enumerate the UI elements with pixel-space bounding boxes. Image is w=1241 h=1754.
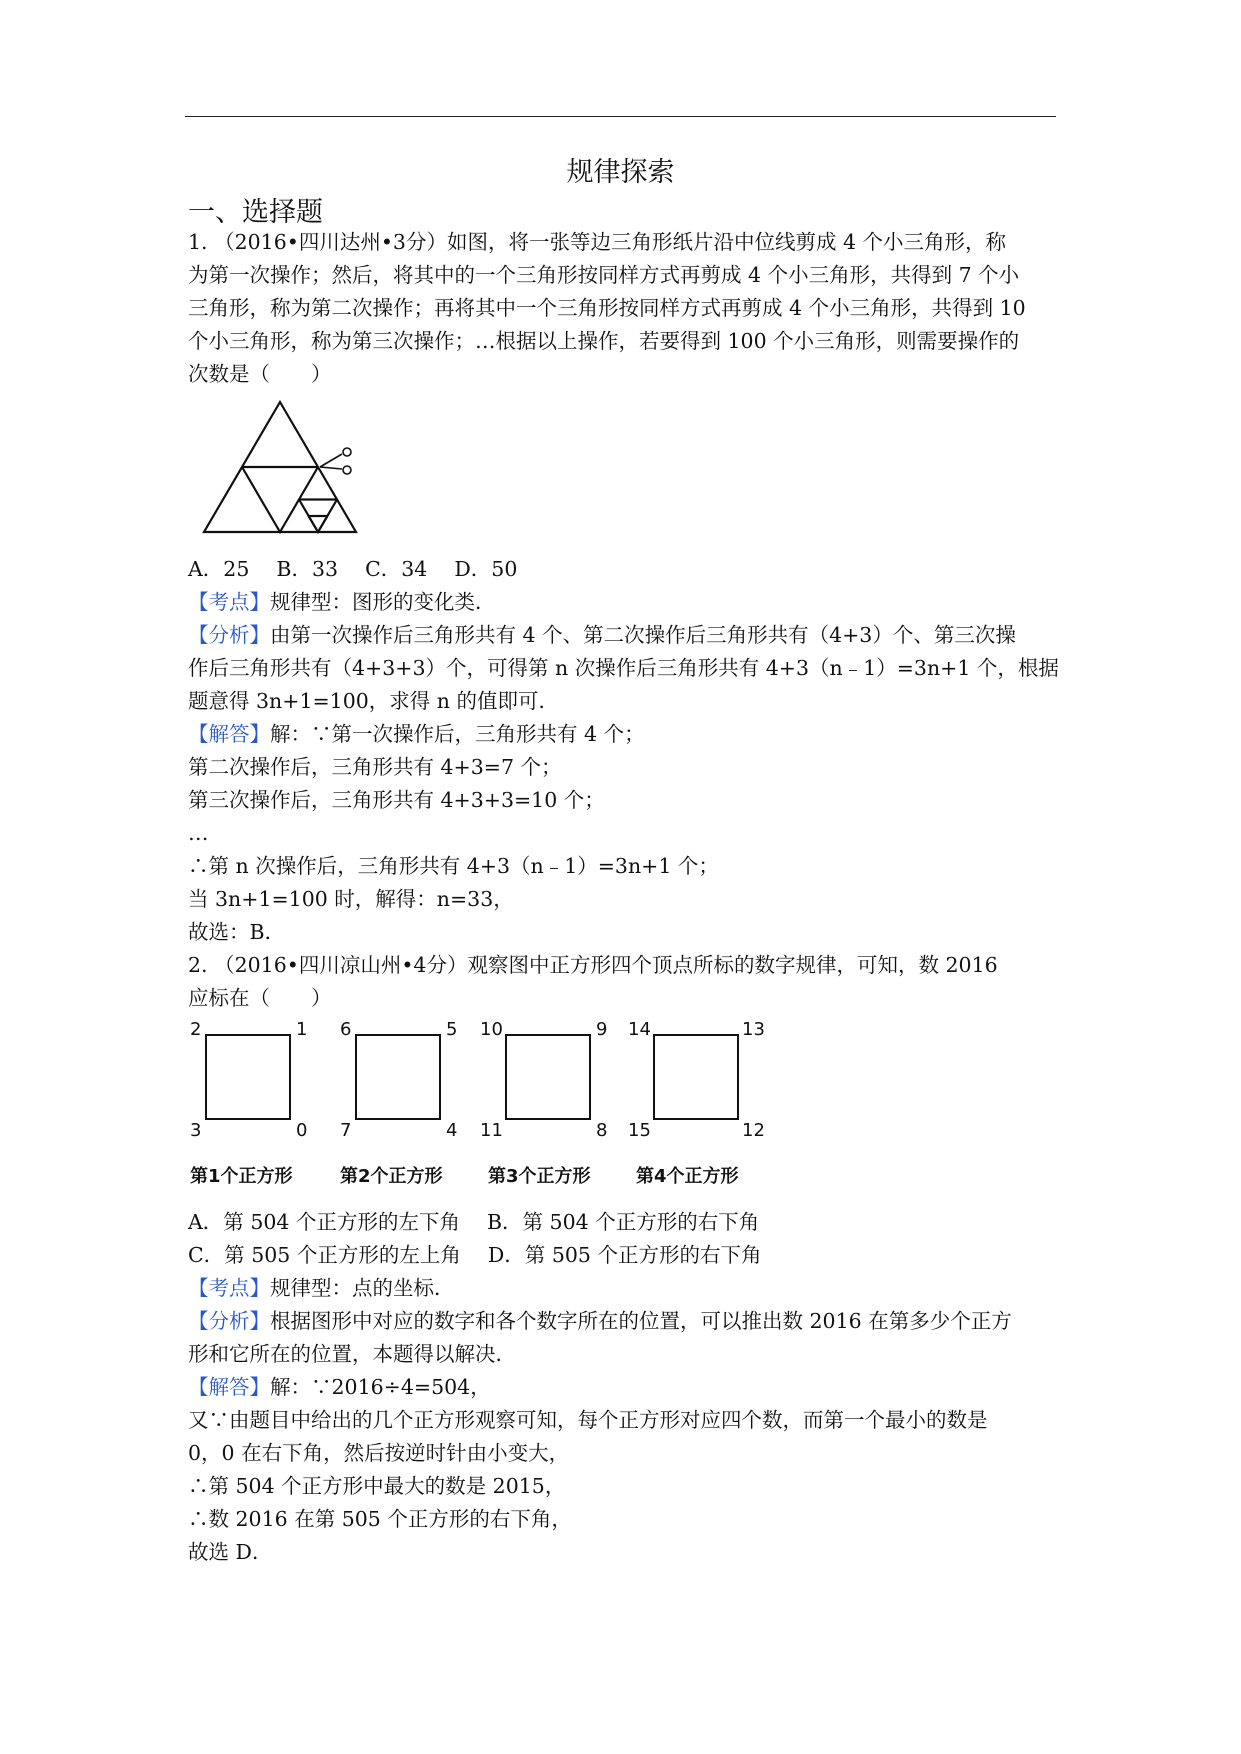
q2-jieda bbox=[188, 1373, 491, 1401]
q1-jieda-line: 当 3n+1=100 时，解得：n=33， bbox=[188, 887, 514, 911]
square-3 bbox=[506, 1035, 590, 1119]
q2-jieda-line: 0，0 在右下角，然后按逆时针由小变大， bbox=[188, 1441, 570, 1465]
q1-jieda-line: 第三次操作后，三角形共有 4+3+3=10 个； bbox=[188, 788, 605, 812]
square-3-caption: 第3个正方形 bbox=[488, 1166, 591, 1187]
kaodian-text: 规律型：图形的变化类． bbox=[270, 590, 496, 614]
q2-options-line: A．第 504 个正方形的左下角 B．第 504 个正方形的右下角 bbox=[188, 1210, 760, 1234]
scissors-icon bbox=[320, 448, 351, 474]
fenxi-tag: 【分析】 bbox=[188, 1309, 270, 1333]
kaodian-tag: 【考点】 bbox=[188, 590, 270, 614]
q1-jieda-line: 第二次操作后，三角形共有 4+3=7 个； bbox=[188, 755, 562, 779]
square-2 bbox=[356, 1035, 440, 1119]
q1-stem-line: 个小三角形，称为第三次操作；…根据以上操作，若要得到 100 个小三角形，则需要操作的 bbox=[188, 329, 1020, 353]
q2-squares-figure bbox=[186, 1018, 786, 1193]
square-4-caption: 第4个正方形 bbox=[636, 1166, 739, 1187]
kaodian-text: 规律型：点的坐标． bbox=[270, 1276, 455, 1300]
square-4-top-left: 14 bbox=[628, 1019, 651, 1040]
jieda-text: 解：∵2016÷4=504， bbox=[270, 1375, 491, 1399]
square-3-top-right: 9 bbox=[596, 1019, 608, 1040]
square-2-bottom-right: 4 bbox=[446, 1120, 458, 1141]
square-1-top-left: 2 bbox=[190, 1019, 202, 1040]
page-title: 规律探索 bbox=[566, 157, 675, 188]
q1-stem-line: 1. （2016•四川达州•3分）如图，将一张等边三角形纸片沿中位线剪成 4 个小三角形，称 bbox=[188, 230, 1007, 254]
q2-stem-line: 应标在（ ） bbox=[188, 986, 332, 1010]
square-3-bottom-left: 11 bbox=[480, 1120, 503, 1141]
section-heading: 一、选择题 bbox=[188, 197, 323, 228]
q1-fenxi bbox=[188, 621, 1016, 649]
header-rule bbox=[185, 116, 1056, 117]
jieda-tag: 【解答】 bbox=[188, 722, 270, 746]
q1-jieda bbox=[188, 720, 645, 748]
q2-jieda-line: ∴第 504 个正方形中最大的数是 2015， bbox=[188, 1474, 566, 1498]
q2-options-line: C．第 505 个正方形的左上角 D．第 505 个正方形的右下角 bbox=[188, 1243, 762, 1267]
square-4-top-right: 13 bbox=[742, 1019, 765, 1040]
q1-stem-line: 次数是（ ） bbox=[188, 362, 332, 386]
q2-fenxi-line: 形和它所在的位置，本题得以解决． bbox=[188, 1342, 516, 1366]
fenxi-text: 由第一次操作后三角形共有 4 个、第二次操作后三角形共有（4+3）个、第三次操 bbox=[270, 623, 1016, 647]
q2-jieda-line: 故选 D． bbox=[188, 1540, 273, 1564]
square-3-top-left: 10 bbox=[480, 1019, 503, 1040]
q1-jieda-line: ∴第 n 次操作后，三角形共有 4+3（n﹣1）=3n+1 个； bbox=[188, 854, 719, 878]
square-4-bottom-right: 12 bbox=[742, 1120, 765, 1141]
fenxi-text: 根据图形中对应的数字和各个数字所在的位置，可以推出数 2016 在第多少个正方 bbox=[270, 1309, 1012, 1333]
square-4 bbox=[654, 1035, 738, 1119]
q1-jieda-line: 故选：B． bbox=[188, 920, 286, 944]
square-1-bottom-right: 0 bbox=[296, 1120, 308, 1141]
q2-jieda-line: 又∵由题目中给出的几个正方形观察可知，每个正方形对应四个数，而第一个最小的数是 bbox=[188, 1408, 988, 1432]
square-2-bottom-left: 7 bbox=[340, 1120, 352, 1141]
square-2-top-left: 6 bbox=[340, 1019, 352, 1040]
third-cut bbox=[309, 516, 328, 532]
square-3-bottom-right: 8 bbox=[596, 1120, 608, 1141]
fenxi-tag: 【分析】 bbox=[188, 623, 270, 647]
square-4-bottom-left: 15 bbox=[628, 1120, 651, 1141]
q1-stem-line: 三角形，称为第二次操作；再将其中一个三角形按同样方式再剪成 4 个小三角形，共得到 10 bbox=[188, 296, 1026, 320]
q1-options: A．25 B．33 C．34 D．50 bbox=[188, 557, 518, 581]
square-1-bottom-left: 3 bbox=[190, 1120, 202, 1141]
q2-jieda-line: ∴数 2016 在第 505 个正方形的右下角， bbox=[188, 1507, 572, 1531]
q1-jieda-line: … bbox=[188, 821, 209, 845]
q2-kaodian bbox=[188, 1274, 455, 1302]
q1-triangle-figure bbox=[196, 398, 366, 538]
square-2-top-right: 5 bbox=[446, 1019, 458, 1040]
square-1-top-right: 1 bbox=[296, 1019, 308, 1040]
square-2-caption: 第2个正方形 bbox=[340, 1166, 443, 1187]
square-1 bbox=[206, 1035, 290, 1119]
jieda-text: 解：∵第一次操作后，三角形共有 4 个； bbox=[270, 722, 645, 746]
q2-stem-line: 2. （2016•四川凉山州•4分）观察图中正方形四个顶点所标的数字规律，可知，数 2016 bbox=[188, 953, 998, 977]
q1-kaodian bbox=[188, 588, 496, 616]
q1-stem-line: 为第一次操作；然后，将其中的一个三角形按同样方式再剪成 4 个小三角形，共得到 7 个小 bbox=[188, 263, 1020, 287]
q1-fenxi-line: 作后三角形共有（4+3+3）个，可得第 n 次操作后三角形共有 4+3（n﹣1）=3n+1 个，根据 bbox=[188, 656, 1059, 680]
jieda-tag: 【解答】 bbox=[188, 1375, 270, 1399]
q2-fenxi bbox=[188, 1307, 1012, 1335]
kaodian-tag: 【考点】 bbox=[188, 1276, 270, 1300]
q1-fenxi-line: 题意得 3n+1=100，求得 n 的值即可． bbox=[188, 689, 560, 713]
square-1-caption: 第1个正方形 bbox=[190, 1166, 293, 1187]
